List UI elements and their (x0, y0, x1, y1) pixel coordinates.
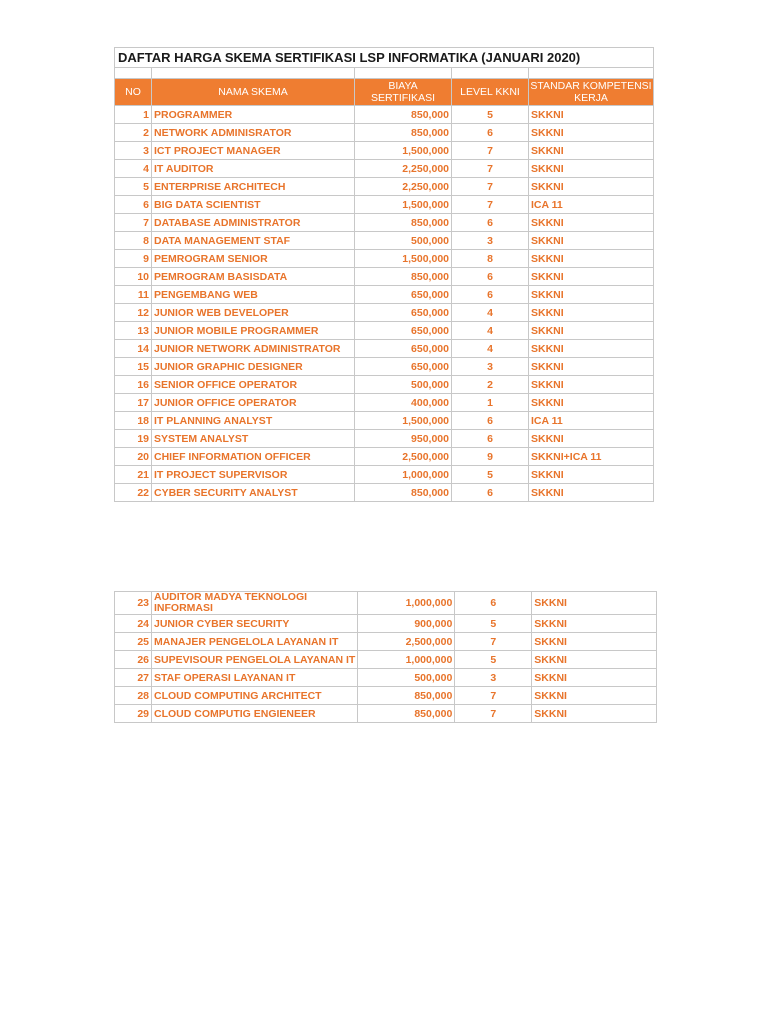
cell-biaya: 1,500,000 (355, 196, 452, 214)
cell-nama-skema: PEMROGRAM BASISDATA (152, 268, 355, 286)
cell-nama-skema: MANAJER PENGELOLA LAYANAN IT (152, 633, 358, 651)
header-biaya: BIAYA SERTIFIKASI (355, 79, 452, 106)
table-row (115, 196, 654, 214)
cell-biaya: 650,000 (355, 340, 452, 358)
table-row (115, 214, 654, 232)
table-row (115, 124, 654, 142)
table-row (115, 394, 654, 412)
cell-no: 24 (115, 615, 152, 633)
cell-nama-skema: JUNIOR GRAPHIC DESIGNER (152, 358, 355, 376)
cell-level: 8 (452, 250, 529, 268)
cell-no: 23 (115, 592, 152, 615)
table-row (115, 592, 657, 615)
cell-nama-skema: CLOUD COMPUTIG ENGIENEER (152, 705, 358, 723)
cell-biaya: 2,250,000 (355, 178, 452, 196)
table-row (115, 376, 654, 394)
table-row (115, 160, 654, 178)
cell-no: 28 (115, 687, 152, 705)
cell-standar: SKKNI (529, 466, 654, 484)
cell-nama-skema: IT PLANNING ANALYST (152, 412, 355, 430)
cell-nama-skema: ENTERPRISE ARCHITECH (152, 178, 355, 196)
table-row (115, 484, 654, 502)
cell-level: 7 (455, 633, 532, 651)
table-row (115, 340, 654, 358)
cell-standar: SKKNI (529, 232, 654, 250)
table-row (115, 615, 657, 633)
cell-nama-skema: PROGRAMMER (152, 106, 355, 124)
cell-no: 9 (115, 250, 152, 268)
cell-no: 21 (115, 466, 152, 484)
cell-nama-skema: DATA MANAGEMENT STAF (152, 232, 355, 250)
table-row (115, 430, 654, 448)
cell-standar: SKKNI (529, 214, 654, 232)
blank-cell (529, 68, 654, 79)
cell-level: 4 (452, 340, 529, 358)
cell-standar: SKKNI+ICA 11 (529, 448, 654, 466)
cell-nama-skema: CHIEF INFORMATION OFFICER (152, 448, 355, 466)
table-row (115, 669, 657, 687)
cell-level: 5 (455, 615, 532, 633)
cell-level: 6 (452, 484, 529, 502)
header-standar: STANDAR KOMPETENSI KERJA (530, 80, 652, 104)
cell-level: 5 (455, 651, 532, 669)
cell-nama-skema: SUPEVISOUR PENGELOLA LAYANAN IT (152, 651, 358, 669)
cell-level: 7 (452, 178, 529, 196)
cell-level: 7 (452, 142, 529, 160)
cell-standar: SKKNI (532, 705, 657, 723)
cell-no: 8 (115, 232, 152, 250)
table-row (115, 633, 657, 651)
table-row (115, 142, 654, 160)
cell-level: 7 (455, 705, 532, 723)
cell-standar: SKKNI (532, 592, 657, 615)
cell-nama-skema: ICT PROJECT MANAGER (152, 142, 355, 160)
cell-nama-skema: IT PROJECT SUPERVISOR (152, 466, 355, 484)
cell-nama-skema: SENIOR OFFICE OPERATOR (152, 376, 355, 394)
cell-level: 3 (455, 669, 532, 687)
cell-nama-skema: PEMROGRAM SENIOR (152, 250, 355, 268)
cell-biaya: 400,000 (355, 394, 452, 412)
cell-standar: SKKNI (529, 394, 654, 412)
cell-biaya: 1,500,000 (355, 250, 452, 268)
cell-no: 15 (115, 358, 152, 376)
cell-level: 6 (452, 268, 529, 286)
cell-biaya: 850,000 (355, 484, 452, 502)
cell-no: 13 (115, 322, 152, 340)
cell-nama-skema: JUNIOR OFFICE OPERATOR (152, 394, 355, 412)
cell-level: 6 (452, 214, 529, 232)
table-row (115, 268, 654, 286)
cell-standar: SKKNI (532, 633, 657, 651)
cell-nama-skema: JUNIOR NETWORK ADMINISTRATOR (152, 340, 355, 358)
cell-no: 25 (115, 633, 152, 651)
cell-biaya: 850,000 (358, 705, 455, 723)
header-no: NO (115, 79, 152, 106)
cell-standar: SKKNI (529, 286, 654, 304)
cell-standar: SKKNI (529, 340, 654, 358)
cell-no: 3 (115, 142, 152, 160)
cell-no: 14 (115, 340, 152, 358)
cell-no: 7 (115, 214, 152, 232)
price-table-main (114, 47, 654, 502)
cell-standar: SKKNI (529, 358, 654, 376)
cell-no: 11 (115, 286, 152, 304)
cell-nama-skema: SYSTEM ANALYST (152, 430, 355, 448)
cell-no: 26 (115, 651, 152, 669)
table-row (115, 178, 654, 196)
cell-nama-skema: NETWORK ADMINISRATOR (152, 124, 355, 142)
cell-biaya: 500,000 (358, 669, 455, 687)
cell-no: 17 (115, 394, 152, 412)
cell-biaya: 1,000,000 (358, 592, 455, 615)
table-row (115, 705, 657, 723)
header-level: LEVEL KKNI (452, 79, 529, 106)
cell-nama-skema: STAF OPERASI LAYANAN IT (152, 669, 358, 687)
table-row (115, 286, 654, 304)
cell-biaya: 2,500,000 (355, 448, 452, 466)
cell-level: 6 (455, 592, 532, 615)
cell-no: 16 (115, 376, 152, 394)
cell-level: 3 (452, 358, 529, 376)
cell-level: 4 (452, 322, 529, 340)
cell-biaya: 650,000 (355, 322, 452, 340)
cell-biaya: 850,000 (355, 268, 452, 286)
cell-biaya: 850,000 (355, 106, 452, 124)
cell-standar: SKKNI (529, 430, 654, 448)
cell-biaya: 2,500,000 (358, 633, 455, 651)
cell-biaya: 900,000 (358, 615, 455, 633)
cell-no: 18 (115, 412, 152, 430)
cell-no: 1 (115, 106, 152, 124)
cell-level: 9 (452, 448, 529, 466)
table-header-row (115, 79, 654, 106)
price-table-continued (114, 591, 657, 723)
cell-no: 12 (115, 304, 152, 322)
table-row (115, 304, 654, 322)
cell-standar: SKKNI (532, 615, 657, 633)
cell-biaya: 650,000 (355, 358, 452, 376)
blank-cell (152, 68, 355, 79)
cell-level: 2 (452, 376, 529, 394)
table-row (115, 106, 654, 124)
cell-standar: SKKNI (529, 178, 654, 196)
cell-biaya: 850,000 (355, 124, 452, 142)
cell-nama-skema: CLOUD COMPUTING ARCHITECT (152, 687, 358, 705)
cell-biaya: 650,000 (355, 304, 452, 322)
cell-nama-skema: CYBER SECURITY ANALYST (152, 484, 355, 502)
cell-level: 7 (455, 687, 532, 705)
cell-standar: SKKNI (529, 124, 654, 142)
cell-biaya: 1,500,000 (355, 142, 452, 160)
cell-biaya: 1,000,000 (355, 466, 452, 484)
cell-biaya: 500,000 (355, 376, 452, 394)
cell-biaya: 1,500,000 (355, 412, 452, 430)
cell-nama-skema: DATABASE ADMINISTRATOR (152, 214, 355, 232)
sheet-title: DAFTAR HARGA SKEMA SERTIFIKASI LSP INFORMATIKA (JANUARI 2020) (115, 48, 654, 68)
cell-no: 19 (115, 430, 152, 448)
cell-standar: SKKNI (529, 160, 654, 178)
cell-level: 6 (452, 124, 529, 142)
cell-nama-skema: BIG DATA SCIENTIST (152, 196, 355, 214)
cell-standar: SKKNI (532, 687, 657, 705)
cell-standar: SKKNI (529, 322, 654, 340)
table-row (115, 466, 654, 484)
cell-standar: SKKNI (529, 268, 654, 286)
table-row (115, 232, 654, 250)
cell-level: 7 (452, 196, 529, 214)
cell-level: 3 (452, 232, 529, 250)
cell-standar: ICA 11 (529, 196, 654, 214)
cell-no: 29 (115, 705, 152, 723)
cell-no: 22 (115, 484, 152, 502)
header-nama-skema: NAMA SKEMA (152, 79, 355, 106)
table-row (115, 687, 657, 705)
cell-nama-skema: AUDITOR MADYA TEKNOLOGI INFORMASI (152, 592, 358, 615)
cell-nama-skema: PENGEMBANG WEB (152, 286, 355, 304)
cell-no: 10 (115, 268, 152, 286)
cell-standar: SKKNI (532, 651, 657, 669)
table-row (115, 651, 657, 669)
cell-no: 6 (115, 196, 152, 214)
table-row (115, 412, 654, 430)
table-row (115, 448, 654, 466)
cell-level: 6 (452, 286, 529, 304)
cell-nama-skema: JUNIOR WEB DEVELOPER (152, 304, 355, 322)
cell-level: 5 (452, 466, 529, 484)
cell-no: 5 (115, 178, 152, 196)
cell-biaya: 1,000,000 (358, 651, 455, 669)
table-row (115, 250, 654, 268)
cell-nama-skema: IT AUDITOR (152, 160, 355, 178)
cell-biaya: 650,000 (355, 286, 452, 304)
cell-biaya: 850,000 (355, 214, 452, 232)
cell-standar: SKKNI (529, 376, 654, 394)
cell-standar: SKKNI (529, 250, 654, 268)
blank-cell (355, 68, 452, 79)
blank-cell (115, 68, 152, 79)
cell-level: 1 (452, 394, 529, 412)
cell-no: 2 (115, 124, 152, 142)
blank-cell (452, 68, 529, 79)
cell-standar: ICA 11 (529, 412, 654, 430)
table-row (115, 358, 654, 376)
cell-no: 20 (115, 448, 152, 466)
cell-level: 5 (452, 106, 529, 124)
cell-level: 6 (452, 412, 529, 430)
table-row (115, 322, 654, 340)
cell-biaya: 850,000 (358, 687, 455, 705)
cell-standar: SKKNI (529, 484, 654, 502)
cell-standar: SKKNI (532, 669, 657, 687)
cell-standar: SKKNI (529, 106, 654, 124)
cell-biaya: 950,000 (355, 430, 452, 448)
cell-level: 6 (452, 430, 529, 448)
cell-biaya: 2,250,000 (355, 160, 452, 178)
cell-standar: SKKNI (529, 142, 654, 160)
cell-biaya: 500,000 (355, 232, 452, 250)
cell-level: 4 (452, 304, 529, 322)
cell-nama-skema: JUNIOR MOBILE PROGRAMMER (152, 322, 355, 340)
cell-no: 4 (115, 160, 152, 178)
cell-level: 7 (452, 160, 529, 178)
cell-standar: SKKNI (529, 304, 654, 322)
cell-nama-skema: JUNIOR CYBER SECURITY (152, 615, 358, 633)
cell-no: 27 (115, 669, 152, 687)
